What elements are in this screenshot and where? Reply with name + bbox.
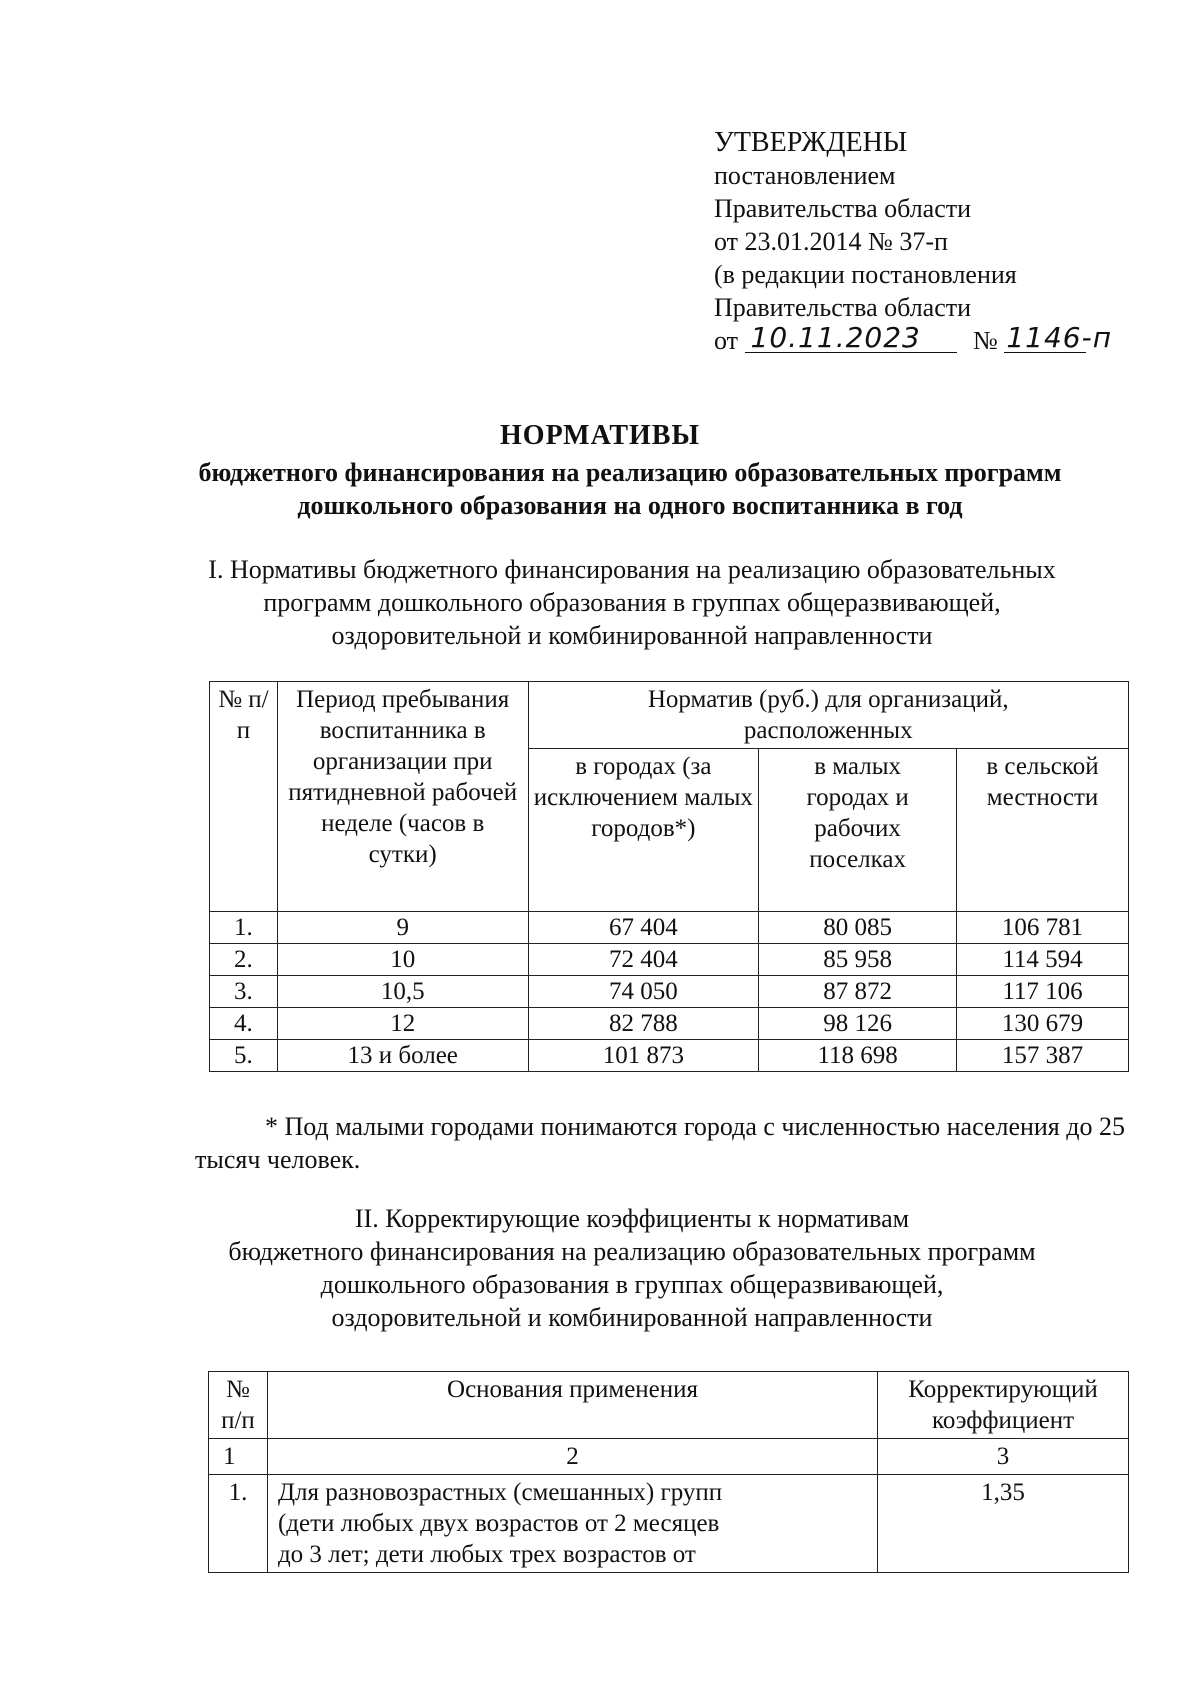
document-title: НОРМАТИВЫ [500, 420, 700, 451]
index-cell: 1 [209, 1439, 268, 1475]
cell-cities: 101 873 [528, 1040, 759, 1072]
approval-line: от 23.01.2014 № 37-п [714, 227, 948, 256]
cell-num: 2. [210, 944, 278, 976]
cell-period: 9 [277, 912, 528, 944]
header-norm: Норматив (руб.) для организаций, расположенных [528, 682, 1128, 749]
cell-period: 13 и более [277, 1040, 528, 1072]
cell-small-towns: 85 958 [759, 944, 957, 976]
table-row [209, 1475, 1129, 1573]
section-heading-line: оздоровительной и комбинированной направленности [331, 1303, 933, 1332]
section-heading-line: дошкольного образования в группах общеразвивающей, [320, 1270, 944, 1299]
subtitle-line: бюджетного финансирования на реализацию образовательных программ [198, 458, 1062, 487]
from-label: от [714, 326, 739, 355]
cell-rural: 114 594 [957, 944, 1129, 976]
table-row [210, 912, 1129, 944]
table-row [210, 976, 1129, 1008]
cell-cities: 67 404 [528, 912, 759, 944]
section-heading-2 [0, 1202, 1200, 1334]
approval-signature-line [714, 321, 1113, 357]
cell-coef: 1,35 [878, 1475, 1129, 1573]
cell-period: 12 [277, 1008, 528, 1040]
approval-line: Правительства области [714, 194, 972, 223]
cell-cities: 72 404 [528, 944, 759, 976]
header-period: Период пребывания воспитанника в организации при пятидневной рабочей неделе (часов в сутки) [277, 682, 528, 912]
approval-line: (в редакции постановления [714, 260, 1017, 289]
handwritten-date: 10.11.2023 [745, 324, 957, 353]
norms-table [209, 681, 1129, 1072]
cell-period: 10 [277, 944, 528, 976]
cell-num: 3. [210, 976, 278, 1008]
section-heading-line: бюджетного финансирования на реализацию образовательных программ [228, 1237, 1036, 1266]
header-basis: Основания применения [267, 1372, 877, 1439]
handwritten-number: 1146-п [1006, 321, 1113, 354]
header-small-towns: в малых городах и рабочих поселках [759, 749, 957, 912]
approval-heading: УТВЕРЖДЕНЫ [714, 127, 908, 158]
cell-basis [267, 1475, 877, 1573]
table-index-row [209, 1439, 1129, 1475]
cell-num: 1. [209, 1475, 268, 1573]
cell-small-towns: 87 872 [759, 976, 957, 1008]
section-heading-line: II. Корректирующие коэффициенты к нормативам [354, 1204, 910, 1233]
index-cell: 3 [878, 1439, 1129, 1475]
cell-num: 4. [210, 1008, 278, 1040]
cell-small-towns: 80 085 [759, 912, 957, 944]
footnote: * Под малыми городами понимаются города с численностью населения до 25 тысяч человек. [195, 1112, 1125, 1174]
cell-num: 1. [210, 912, 278, 944]
section-heading-line: I. Нормативы бюджетного финансирования на реализацию образовательных [208, 555, 1056, 584]
cell-cities: 74 050 [528, 976, 759, 1008]
header-rural: в сельской местности [957, 749, 1129, 912]
cell-rural: 130 679 [957, 1008, 1129, 1040]
section-heading-line: программ дошкольного образования в группах общеразвивающей, [263, 588, 1001, 617]
subtitle-line: дошкольного образования на одного воспитанника в год [297, 491, 963, 520]
section-heading-line: оздоровительной и комбинированной направленности [331, 621, 933, 650]
header-cities: в городах (за исключением малых городов*) [528, 749, 759, 912]
table-row [210, 944, 1129, 976]
approval-line: Правительства области [714, 293, 972, 322]
section-heading-1 [0, 553, 1200, 652]
cell-period: 10,5 [277, 976, 528, 1008]
coefficients-table [208, 1371, 1129, 1573]
index-cell: 2 [267, 1439, 877, 1475]
number-label: № [973, 326, 998, 355]
table-header-row [209, 1372, 1129, 1439]
header-num: № п/п [210, 682, 278, 912]
basis-line: до 3 лет; дети любых трех возрастов от [277, 1541, 696, 1568]
table-row [210, 1040, 1129, 1072]
cell-rural: 106 781 [957, 912, 1129, 944]
cell-rural: 157 387 [957, 1040, 1129, 1072]
approval-line: постановлением [714, 161, 896, 190]
approval-stamp-block [714, 126, 1113, 357]
cell-num: 5. [210, 1040, 278, 1072]
cell-cities: 82 788 [528, 1008, 759, 1040]
header-coef: Корректирующий коэффициент [878, 1372, 1129, 1439]
table-row [210, 1008, 1129, 1040]
basis-line: Для разновозрастных (смешанных) групп [277, 1479, 723, 1506]
cell-small-towns: 98 126 [759, 1008, 957, 1040]
cell-rural: 117 106 [957, 976, 1129, 1008]
basis-line: (дети любых двух возрастов от 2 месяцев [277, 1510, 720, 1537]
header-num: № п/п [209, 1372, 268, 1439]
table-header-row [210, 682, 1129, 749]
cell-small-towns: 118 698 [759, 1040, 957, 1072]
document-subtitle [0, 456, 1200, 522]
